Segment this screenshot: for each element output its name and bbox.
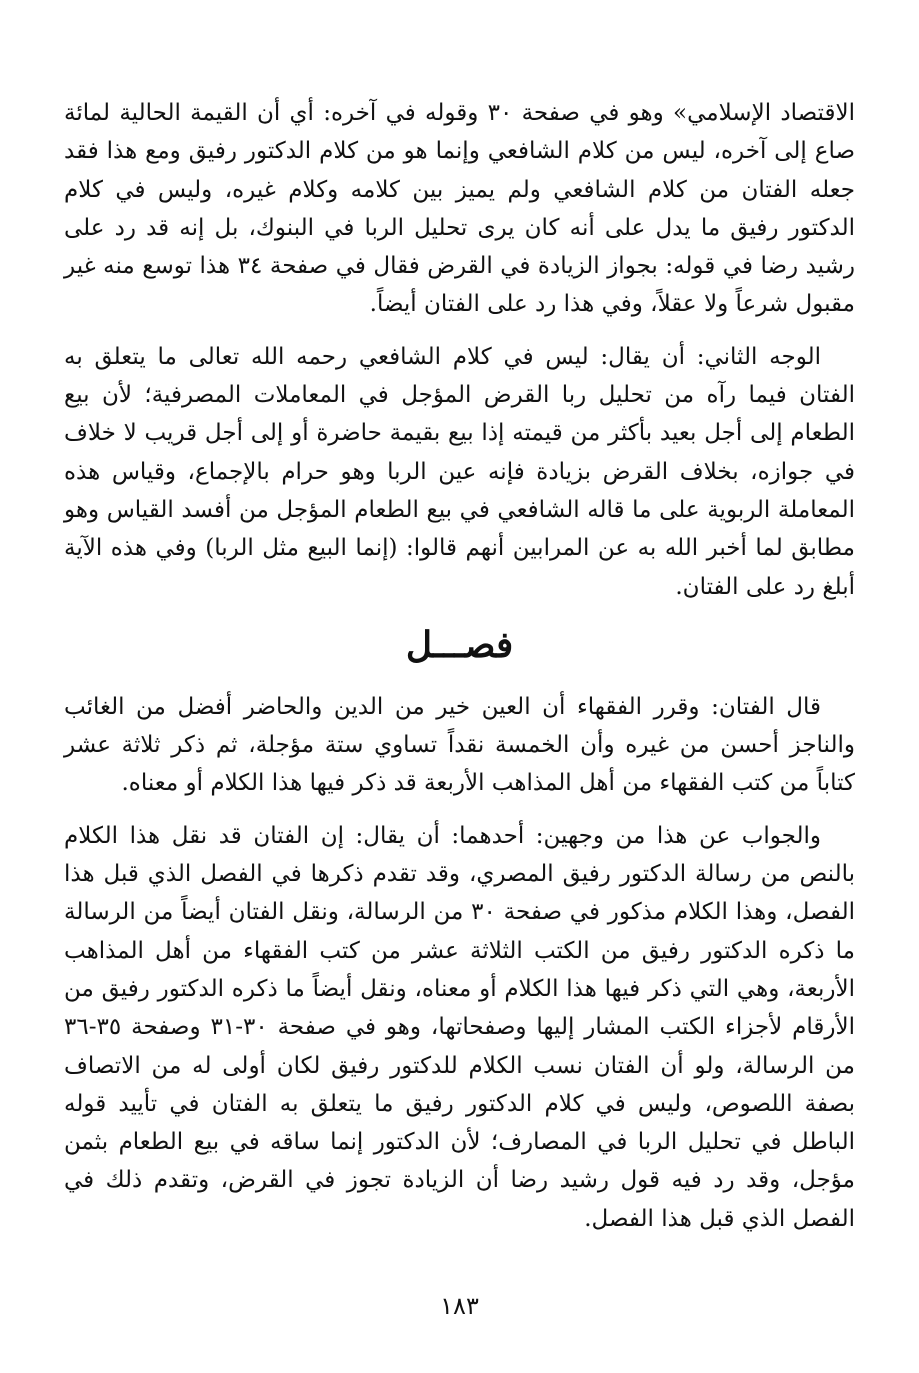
section-heading: فصـــل xyxy=(405,623,514,666)
paragraph: والجواب عن هذا من وجهين: أحدهما: أن يقال: إن الفتان قد نقل هذا الكلام بالنص من رسالة الدكتور رفيق المصري، وقد تقدم ذكرها في الفصل الذي قبل هذا الفصل، وهذا الكلام مذكور في صفحة ٣٠ من الرسالة، ونقل الفتان أيضاً من الرسالة ما ذكره الدكتور رفيق من الكتب الثلاثة عشر من كتب الفقهاء من أهل المذاهب الأربعة، وهي التي ذكر فيها هذا الكلام أو معناه، ونقل أيضاً ما ذكره الدكتور رفيق من الأرقام لأجزاء الكتب المشار إليها وصفحاتها، وهو في صفحة ٣٠-٣١ وصفحة ٣٥-٣٦ من الرسالة، ولو أن الفتان نسب الكلام للدكتور رفيق لكان أولى له من الاتصاف بصفة اللصوص، وليس في كلام الدكتور رفيق ما يتعلق به الفتان في تأييد قوله الباطل في تحليل الربا في المصارف؛ لأن الدكتور إنما ساقه في بيع الطعام بثمن مؤجل، وقد رد فيه قول رشيد رضا أن الزيادة تجوز في القرض، وتقدم ذلك في الفصل الذي قبل هذا الفصل. xyxy=(64,822,855,1232)
paragraph: الوجه الثاني: أن يقال: ليس في كلام الشافعي رحمه الله تعالى ما يتعلق به الفتان فيما رآه من تحليل ربا القرض المؤجل في المعاملات المصرفية؛ لأن بيع الطعام إلى أجل بعيد بأكثر من قيمته إذا بيع بقيمة حاضرة أو إلى أجل قريب لا خلاف في جوازه، بخلاف القرض بزيادة فإنه عين الربا وهو حرام بالإجماع، وقياس هذه المعاملة الربوية على ما قاله الشافعي في بيع الطعام المؤجل من أفسد القياس وهو مطابق لما أخبر الله به عن المرابين أنهم قالوا: (إنما البيع مثل الربا) وفي هذه الآية أبلغ رد على الفتان. xyxy=(64,343,855,600)
page-body xyxy=(64,94,855,1252)
paragraph: الاقتصاد الإسلامي» وهو في صفحة ٣٠ وقوله في آخره: أي أن القيمة الحالية لمائة صاع إلى آخره، ليس من كلام الشافعي وإنما هو من كلام الدكتور رفيق ومع هذا فقد جعله الفتان من كلام الشافعي ولم يميز بين كلامه وكلام غيره، وليس في كلام الدكتور رفيق ما يدل على أنه كان يرى تحليل الربا في البنوك، بل إنه قد رد على رشيد رضا في قوله: بجواز الزيادة في القرض فقال في صفحة ٣٤ هذا توسع منه غير مقبول شرعاً ولا عقلاً، وفي هذا رد على الفتان أيضاً. xyxy=(64,100,855,318)
page-number: ١٨٣ xyxy=(440,1292,479,1320)
paragraph: قال الفتان: وقرر الفقهاء أن العين خير من الدين والحاضر أفضل من الغائب والناجز أحسن من غيره وأن الخمسة نقداً تساوي ستة مؤجلة، ثم ذكر ثلاثة عشر كتاباً من كتب الفقهاء من أهل المذاهب الأربعة قد ذكر فيها هذا الكلام أو معناه. xyxy=(64,693,855,797)
